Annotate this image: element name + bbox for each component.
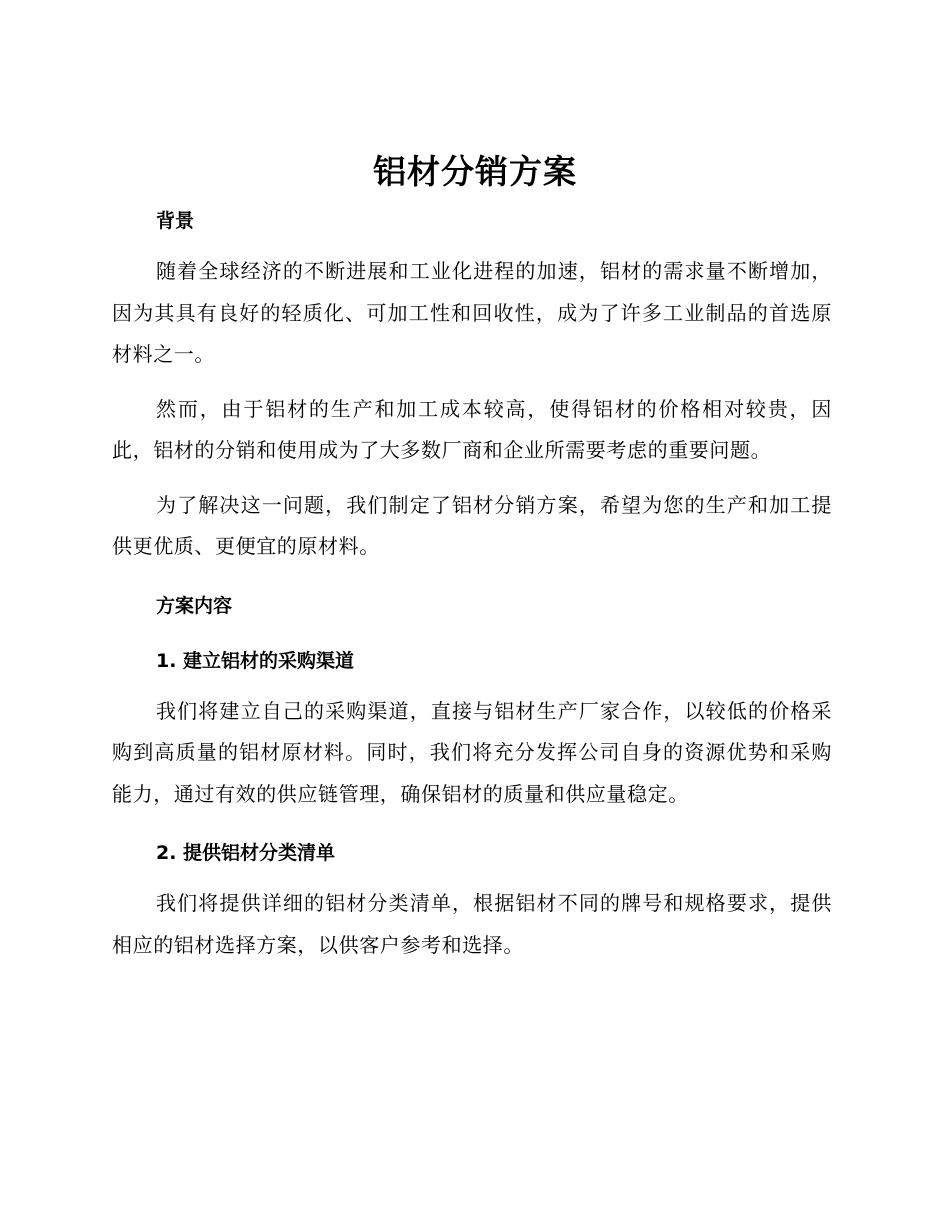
item-paragraph-2: 我们将提供详细的铝材分类清单，根据铝材不同的牌号和规格要求，提供相应的铝材选择方案，以供客户参考和选择。 (112, 891, 832, 957)
background-paragraph-1: 随着全球经济的不断进展和工业化进程的加速，铝材的需求量不断增加，因为其具有良好的轻质化、可加工性和回收性，成为了许多工业制品的首选原材料之一。 (112, 259, 832, 366)
item-heading-1: 1. 建立铝材的采购渠道 (156, 649, 355, 672)
document-body (112, 204, 832, 966)
item-paragraph-1: 我们将建立自己的采购渠道，直接与铝材生产厂家合作，以较低的价格采购到高质量的铝材原材料。同时，我们将充分发挥公司自身的资源优势和采购能力，通过有效的供应链管理，确保铝材的质量和供应量稳定。 (112, 698, 832, 806)
section-heading-plan: 方案内容 (156, 594, 233, 617)
background-paragraph-3: 为了解决这一问题，我们制定了铝材分销方案，希望为您的生产和加工提供更优质、更便宜的原材料。 (112, 492, 832, 558)
item-heading-2: 2. 提供铝材分类清单 (156, 842, 336, 864)
document-title: 铝材分销方案 (373, 152, 577, 191)
background-paragraph-2: 然而，由于铝材的生产和加工成本较高，使得铝材的价格相对较贵，因此，铝材的分销和使用成为了大多数厂商和企业所需要考虑的重要问题。 (112, 396, 832, 462)
section-heading-background: 背景 (156, 210, 195, 232)
